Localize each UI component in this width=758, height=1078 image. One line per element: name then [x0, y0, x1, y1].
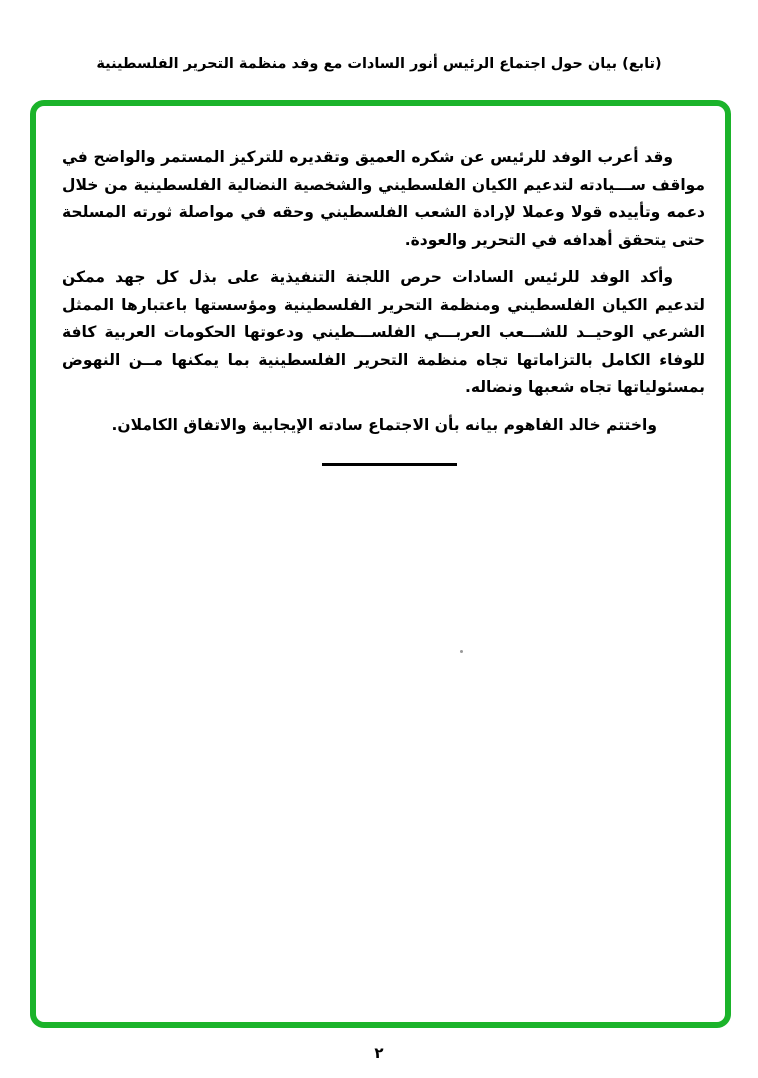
end-of-text-divider-rule	[322, 463, 457, 466]
body-paragraph: واختتم خالد الفاهوم بيانه بأن الاجتماع سادته الإيجابية والاتفاق الكاملان.	[111, 415, 657, 434]
body-paragraph: وأكد الوفد للرئيس السادات حرص اللجنة التنفيذية على بذل كل جهد ممكن لتدعيم الكيان الفلسطيني ومنظمة التحرير الفلسطينية ومؤسستها باعتبارها الممثل الشرعي الوحيــد للشـــعب العربـــي الفلســـطيني ودعوتها الحكومات العربية كافة للوفاء الكامل بالتزاماتها تجاه منظمة التحرير الفلسطينية بما يمكنها مــن النهوض بمسئولياتها تجاه شعبها ونضاله.	[62, 268, 705, 396]
page-number: ٢	[374, 1044, 384, 1062]
scan-artifact-speck	[460, 650, 463, 653]
document-body-text	[62, 144, 705, 466]
document-header-title: (تابع) بيان حول اجتماع الرئيس أنور السادات مع وفد منظمة التحرير الفلسطينية	[96, 56, 662, 72]
body-paragraph: وقد أعرب الوفد للرئيس عن شكره العميق وتقديره للتركيز المستمر والواضح في مواقف ســـيادته لتدعيم الكيان الفلسطيني والشخصية النضالية الفلسطينية من خلال دعمه وتأييده قولا وعملا لإرادة الشعب الفلسطيني وحقه في مواصلة ثورته المسلحة حتى يتحقق أهدافه في التحرير والعودة.	[62, 148, 705, 249]
green-border-frame	[30, 100, 731, 1028]
